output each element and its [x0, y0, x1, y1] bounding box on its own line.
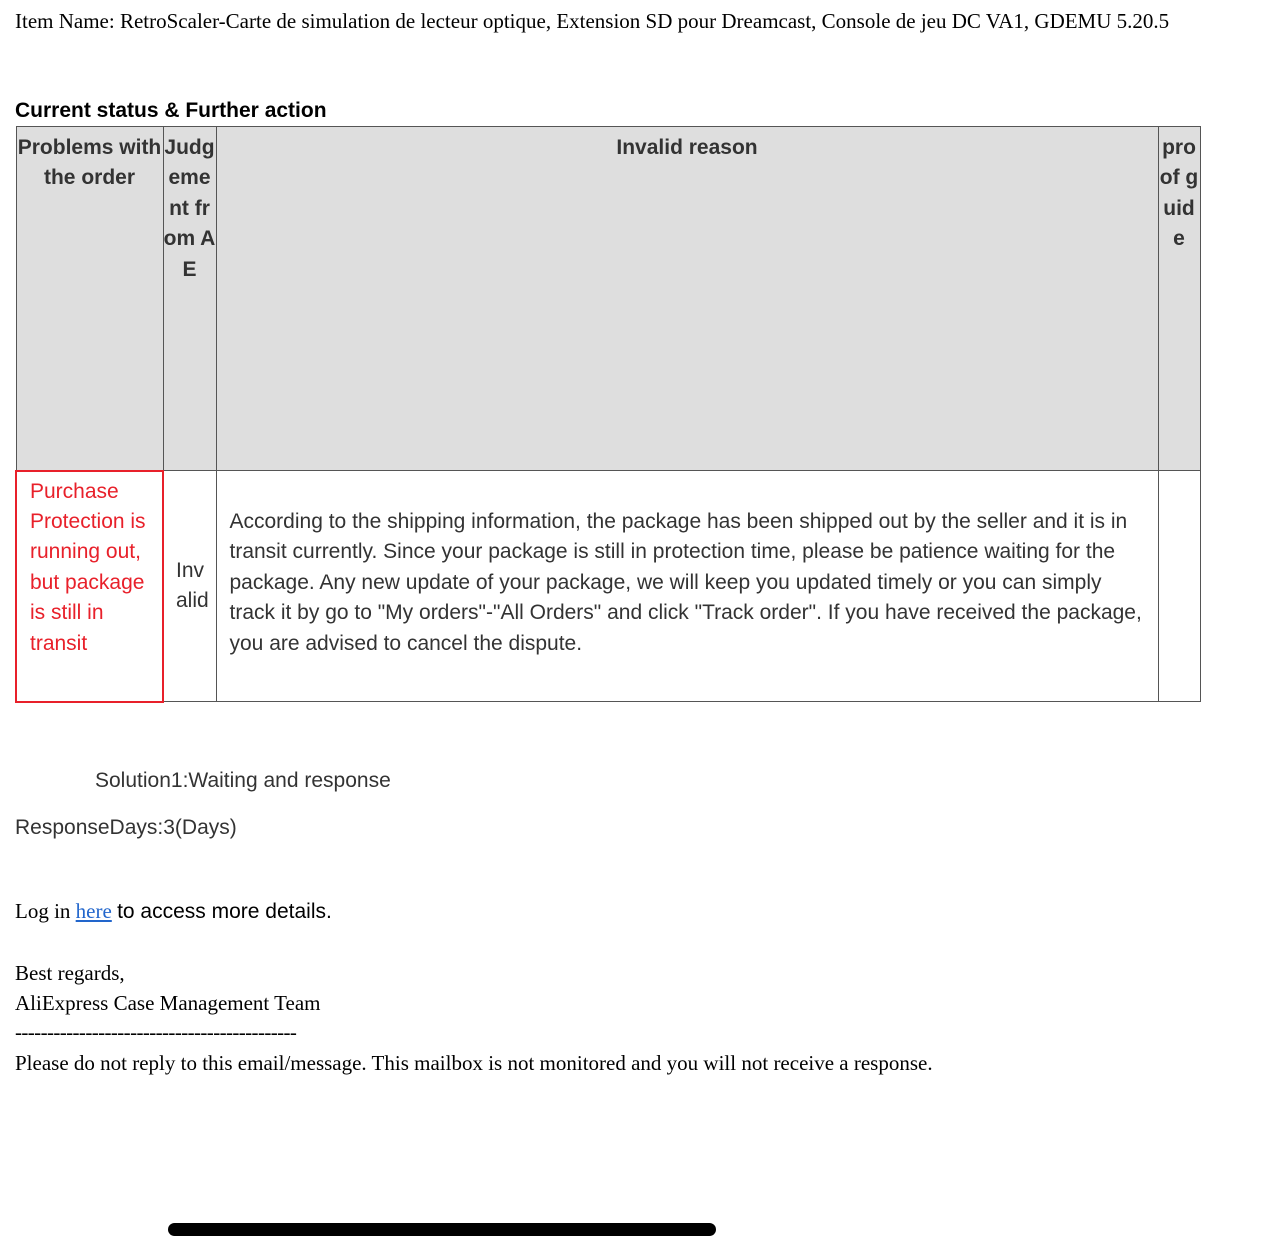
- login-suffix: to access more details.: [117, 900, 332, 923]
- cell-problem: Purchase Protection is running out, but package is still in transit: [16, 471, 163, 702]
- login-line: [15, 896, 332, 927]
- item-name-line: [15, 6, 1215, 36]
- login-here-link[interactable]: here: [75, 899, 112, 923]
- header-problems: Problems with the order: [16, 127, 163, 471]
- separator-line: --------------------------------------------: [15, 1020, 297, 1044]
- footer-note: Please do not reply to this email/message. This mailbox is not monitored and you will not receive a response.: [15, 1051, 933, 1075]
- header-proof-guide: proof guide: [1158, 127, 1200, 471]
- status-table: [15, 126, 1201, 703]
- login-prefix: Log in: [15, 899, 71, 923]
- signature-greeting: Best regards,: [15, 961, 125, 985]
- home-indicator[interactable]: [168, 1223, 716, 1236]
- table-header-row: [16, 127, 1200, 471]
- item-name-value: RetroScaler-Carte de simulation de lecteur optique, Extension SD pour Dreamcast, Console de jeu DC VA1, GDEMU 5.20.5: [119, 9, 1170, 33]
- cell-invalid-reason: According to the shipping information, the package has been shipped out by the seller and it is in transit currently. Since your package is still in protection time, please be patience waiting for the package. Any new update of your package, we will keep you updated timely or you can simply track it by go to "My orders"-"All Orders" and click "Track order". If you have received the package, you are advised to cancel the dispute.: [216, 471, 1158, 702]
- cell-proof-guide: [1158, 471, 1200, 702]
- header-invalid-reason: Invalid reason: [216, 127, 1158, 471]
- header-judgement: Judgement from AE: [163, 127, 216, 471]
- solution-text: Solution1:Waiting and response: [95, 769, 391, 792]
- response-days-text: ResponseDays:3(Days): [15, 816, 237, 839]
- table-row: [16, 471, 1200, 702]
- signature-block: [15, 958, 320, 1018]
- signature-team: AliExpress Case Management Team: [15, 991, 321, 1015]
- item-name-label: Item Name:: [15, 9, 115, 33]
- cell-judgement: Invalid: [163, 471, 216, 702]
- section-title: Current status & Further action: [15, 99, 327, 122]
